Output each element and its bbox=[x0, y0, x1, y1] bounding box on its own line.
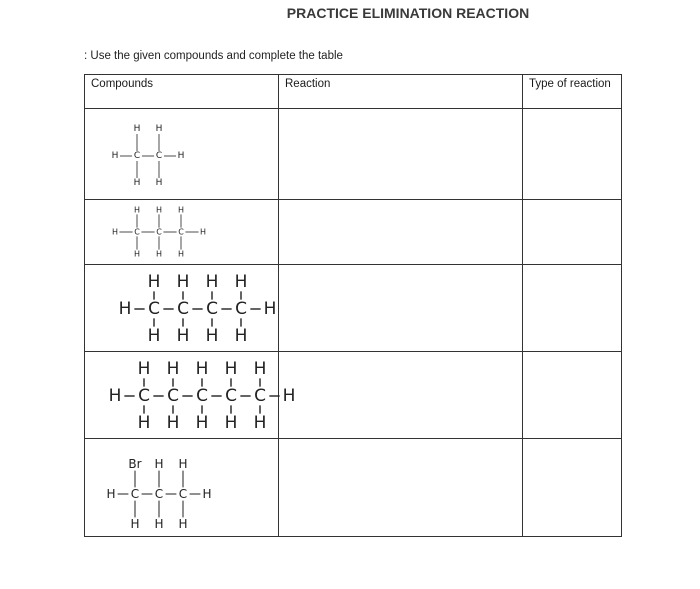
hydrogen-atom: H bbox=[118, 299, 132, 319]
table-header-row bbox=[85, 75, 622, 109]
compound-cell bbox=[85, 109, 279, 200]
hydrogen-atom: H bbox=[177, 151, 185, 161]
hydrogen-atom: H bbox=[253, 359, 267, 379]
reaction-cell[interactable] bbox=[279, 265, 523, 352]
type-cell[interactable] bbox=[523, 200, 622, 265]
carbon-atom: C bbox=[235, 299, 247, 319]
hydrogen-atom: H bbox=[177, 249, 185, 259]
header-type: Type of reaction bbox=[523, 75, 622, 109]
hydrogen-atom: H bbox=[147, 272, 161, 292]
carbon-atom: C bbox=[167, 386, 179, 406]
type-cell[interactable] bbox=[523, 265, 622, 352]
carbon-atom: C bbox=[154, 487, 164, 501]
carbon-atom: C bbox=[134, 227, 140, 237]
hydrogen-atom: H bbox=[178, 457, 188, 471]
hydrogen-atom: H bbox=[133, 249, 141, 259]
compound-cell bbox=[85, 265, 279, 352]
hydrogen-atom: H bbox=[137, 413, 151, 433]
hydrogen-atom: H bbox=[205, 326, 219, 346]
bromopropane-structure bbox=[85, 439, 279, 536]
compound-cell bbox=[85, 439, 279, 537]
pentane-structure bbox=[85, 352, 296, 438]
header-reaction: Reaction bbox=[279, 75, 523, 109]
hydrogen-atom: H bbox=[154, 457, 164, 471]
hydrogen-atom: H bbox=[106, 487, 116, 501]
carbon-atom: C bbox=[178, 227, 184, 237]
hydrogen-atom: H bbox=[199, 227, 207, 237]
header-compounds: Compounds bbox=[85, 75, 279, 109]
hydrogen-atom: H bbox=[195, 359, 209, 379]
hydrogen-atom: H bbox=[202, 487, 212, 501]
carbon-atom: C bbox=[196, 386, 208, 406]
hydrogen-atom: H bbox=[137, 359, 151, 379]
page-title: PRACTICE ELIMINATION REACTION bbox=[286, 5, 530, 21]
hydrogen-atom: H bbox=[133, 124, 141, 134]
hydrogen-atom: H bbox=[224, 359, 238, 379]
carbon-atom: C bbox=[138, 386, 150, 406]
compound-cell bbox=[85, 200, 279, 265]
type-cell[interactable] bbox=[523, 439, 622, 537]
carbon-atom: C bbox=[155, 151, 163, 161]
carbon-atom: C bbox=[178, 487, 188, 501]
reaction-cell[interactable] bbox=[279, 200, 523, 265]
reaction-cell[interactable] bbox=[279, 439, 523, 537]
hydrogen-atom: H bbox=[253, 413, 267, 433]
carbon-atom: C bbox=[133, 151, 141, 161]
hydrogen-atom: H bbox=[224, 413, 238, 433]
worksheet-table bbox=[84, 74, 622, 537]
table-row bbox=[85, 200, 622, 265]
carbon-atom: C bbox=[225, 386, 237, 406]
hydrogen-atom: H bbox=[282, 386, 296, 406]
hydrogen-atom: H bbox=[166, 413, 180, 433]
type-cell[interactable] bbox=[523, 352, 622, 439]
ethane-structure bbox=[85, 109, 279, 199]
propane-structure bbox=[85, 200, 279, 264]
hydrogen-atom: H bbox=[176, 272, 190, 292]
compound-cell bbox=[85, 352, 296, 439]
hydrogen-atom: H bbox=[195, 413, 209, 433]
carbon-atom: C bbox=[254, 386, 266, 406]
hydrogen-atom: H bbox=[155, 205, 163, 215]
hydrogen-atom: H bbox=[111, 151, 119, 161]
hydrogen-atom: H bbox=[234, 326, 248, 346]
reaction-cell[interactable] bbox=[279, 109, 523, 200]
carbon-atom: C bbox=[206, 299, 218, 319]
table-row bbox=[85, 352, 622, 439]
table-row bbox=[85, 439, 622, 537]
hydrogen-atom: H bbox=[133, 178, 141, 188]
hydrogen-atom: H bbox=[111, 227, 119, 237]
hydrogen-atom: H bbox=[155, 124, 163, 134]
hydrogen-atom: H bbox=[263, 299, 277, 319]
hydrogen-atom: H bbox=[154, 517, 164, 531]
hydrogen-atom: H bbox=[205, 272, 219, 292]
carbon-atom: C bbox=[130, 487, 140, 501]
hydrogen-atom: H bbox=[133, 205, 141, 215]
hydrogen-atom: H bbox=[176, 326, 190, 346]
hydrogen-atom: H bbox=[155, 178, 163, 188]
table-row bbox=[85, 265, 622, 352]
bromine-atom: Br bbox=[128, 457, 142, 471]
reaction-cell[interactable] bbox=[279, 352, 523, 439]
hydrogen-atom: H bbox=[130, 517, 140, 531]
hydrogen-atom: H bbox=[147, 326, 161, 346]
hydrogen-atom: H bbox=[177, 205, 185, 215]
hydrogen-atom: H bbox=[108, 386, 122, 406]
carbon-atom: C bbox=[148, 299, 160, 319]
table-row bbox=[85, 109, 622, 200]
carbon-atom: C bbox=[156, 227, 162, 237]
instruction-text: : Use the given compounds and complete the table bbox=[84, 50, 343, 62]
carbon-atom: C bbox=[177, 299, 189, 319]
hydrogen-atom: H bbox=[234, 272, 248, 292]
type-cell[interactable] bbox=[523, 109, 622, 200]
hydrogen-atom: H bbox=[178, 517, 188, 531]
hydrogen-atom: H bbox=[166, 359, 180, 379]
hydrogen-atom: H bbox=[155, 249, 163, 259]
butane-structure bbox=[85, 265, 279, 351]
